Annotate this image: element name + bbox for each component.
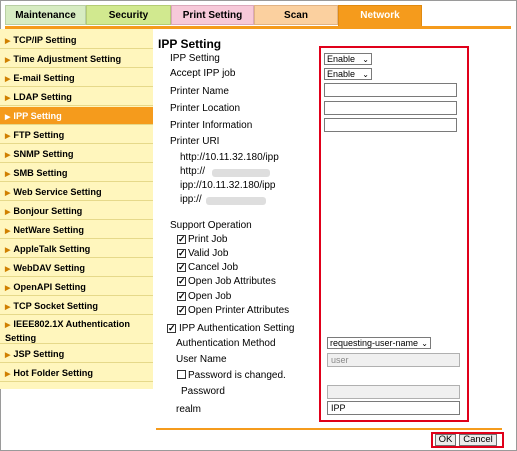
arrow-right-icon: ▶ xyxy=(5,57,11,64)
valid-job-label: Valid Job xyxy=(188,248,229,259)
sidebar-item-netware[interactable]: ▶ NetWare Setting xyxy=(0,221,153,239)
sidebar-item-appletalk[interactable]: ▶ AppleTalk Setting xyxy=(0,240,153,258)
authentication-method-select[interactable]: requesting-user-name ⌄ xyxy=(327,337,431,349)
sidebar-item-ftp[interactable]: ▶ FTP Setting xyxy=(0,126,153,144)
arrow-right-icon: ▶ xyxy=(5,152,11,159)
arrow-right-icon: ▶ xyxy=(5,304,11,311)
sidebar-item-ieee8021x[interactable]: ▶ IEEE802.1X Authentication Setting xyxy=(0,316,153,344)
tab-maintenance[interactable]: Maintenance xyxy=(5,5,86,25)
arrow-right-icon: ▶ xyxy=(5,114,11,121)
arrow-right-icon: ▶ xyxy=(5,371,11,378)
open-job-checkbox[interactable]: ✓ xyxy=(178,291,186,301)
realm-field[interactable]: IPP xyxy=(327,401,460,415)
sidebar xyxy=(0,29,153,389)
redacted-address xyxy=(206,197,266,205)
ipp-authentication-checkbox[interactable]: ✓ xyxy=(168,323,176,333)
sidebar-item-ldap[interactable]: ▶ LDAP Setting xyxy=(0,88,153,106)
ok-button[interactable]: OK xyxy=(435,434,456,446)
arrow-right-icon: ▶ xyxy=(5,352,11,359)
arrow-right-icon: ▶ xyxy=(5,247,11,254)
arrow-right-icon: ▶ xyxy=(5,38,11,45)
sidebar-item-webdav[interactable]: ▶ WebDAV Setting xyxy=(0,259,153,277)
print-job-checkbox[interactable]: ✓ xyxy=(178,234,186,244)
sidebar-item-snmp[interactable]: ▶ SNMP Setting xyxy=(0,145,153,163)
printer-uri-label: Printer URI xyxy=(170,136,220,147)
arrow-right-icon: ▶ xyxy=(5,228,11,235)
open-job-attributes-label: Open Job Attributes xyxy=(188,276,276,287)
arrow-right-icon: ▶ xyxy=(5,171,11,178)
sidebar-item-time-adjustment[interactable]: ▶ Time Adjustment Setting xyxy=(0,50,153,68)
ipp-authentication-label: IPP Authentication Setting xyxy=(179,323,295,334)
printer-uri-2: http:// xyxy=(180,166,206,177)
tab-security[interactable]: Security xyxy=(86,5,171,25)
sidebar-item-tcp-socket[interactable]: ▶ TCP Socket Setting xyxy=(0,297,153,315)
arrow-right-icon: ▶ xyxy=(5,76,11,83)
cancel-button[interactable]: Cancel xyxy=(459,434,497,446)
printer-uri-1: http://10.11.32.180/ipp xyxy=(180,152,279,163)
open-job-label: Open Job xyxy=(188,291,232,302)
ipp-setting-label: IPP Setting xyxy=(170,53,220,64)
page-title: IPP Setting xyxy=(158,37,222,51)
arrow-right-icon: ▶ xyxy=(5,285,11,292)
open-job-attributes-checkbox[interactable]: ✓ xyxy=(178,276,186,286)
sidebar-item-smb[interactable]: ▶ SMB Setting xyxy=(0,164,153,182)
realm-label: realm xyxy=(176,404,202,415)
valid-job-checkbox[interactable]: ✓ xyxy=(178,248,186,258)
cancel-job-label: Cancel Job xyxy=(188,262,239,273)
print-job-label: Print Job xyxy=(188,234,228,245)
arrow-right-icon: ▶ xyxy=(5,266,11,273)
open-printer-attributes-label: Open Printer Attributes xyxy=(188,305,290,316)
bottom-divider xyxy=(156,428,502,430)
tab-print-setting[interactable]: Print Setting xyxy=(171,5,254,25)
tab-network[interactable]: Network xyxy=(338,5,422,27)
chevron-down-icon: ⌄ xyxy=(362,70,369,79)
sidebar-item-bonjour[interactable]: ▶ Bonjour Setting xyxy=(0,202,153,220)
arrow-right-icon: ▶ xyxy=(5,95,11,102)
password-changed-label: Password is changed. xyxy=(188,370,286,381)
printer-uri-3: ipp://10.11.32.180/ipp xyxy=(180,180,276,191)
sidebar-item-ipp[interactable]: ▶ IPP Setting xyxy=(0,107,153,125)
chevron-down-icon: ⌄ xyxy=(421,339,428,348)
authentication-method-label: Authentication Method xyxy=(176,338,276,349)
support-operation-label: Support Operation xyxy=(170,220,252,231)
sidebar-item-email[interactable]: ▶ E-mail Setting xyxy=(0,69,153,87)
redacted-address xyxy=(212,169,270,177)
arrow-right-icon: ▶ xyxy=(5,322,11,329)
printer-uri-4: ipp:// xyxy=(180,194,202,205)
highlight-box-settings xyxy=(319,46,469,422)
sidebar-item-jsp[interactable]: ▶ JSP Setting xyxy=(0,345,153,363)
password-label: Password xyxy=(181,386,225,397)
arrow-right-icon: ▶ xyxy=(5,133,11,140)
cancel-job-checkbox[interactable]: ✓ xyxy=(178,262,186,272)
arrow-right-icon: ▶ xyxy=(5,190,11,197)
user-name-label: User Name xyxy=(176,354,227,365)
accept-ipp-job-label: Accept IPP job xyxy=(170,68,236,79)
printer-information-label: Printer Information xyxy=(170,120,253,131)
sidebar-item-tcpip[interactable]: ▶ TCP/IP Setting xyxy=(0,31,153,49)
accept-ipp-job-select[interactable]: Enable ⌄ xyxy=(324,68,372,80)
sidebar-item-web-service[interactable]: ▶ Web Service Setting xyxy=(0,183,153,201)
user-name-field[interactable]: user xyxy=(327,353,460,367)
tab-scan[interactable]: Scan xyxy=(254,5,338,25)
chevron-down-icon: ⌄ xyxy=(362,55,369,64)
open-printer-attributes-checkbox[interactable]: ✓ xyxy=(178,305,186,315)
ipp-setting-select[interactable]: Enable ⌄ xyxy=(324,53,372,65)
password-changed-checkbox[interactable] xyxy=(177,370,186,379)
sidebar-item-hot-folder[interactable]: ▶ Hot Folder Setting xyxy=(0,364,153,382)
sidebar-item-openapi[interactable]: ▶ OpenAPI Setting xyxy=(0,278,153,296)
printer-name-label: Printer Name xyxy=(170,86,229,97)
arrow-right-icon: ▶ xyxy=(5,209,11,216)
printer-location-label: Printer Location xyxy=(170,103,241,114)
